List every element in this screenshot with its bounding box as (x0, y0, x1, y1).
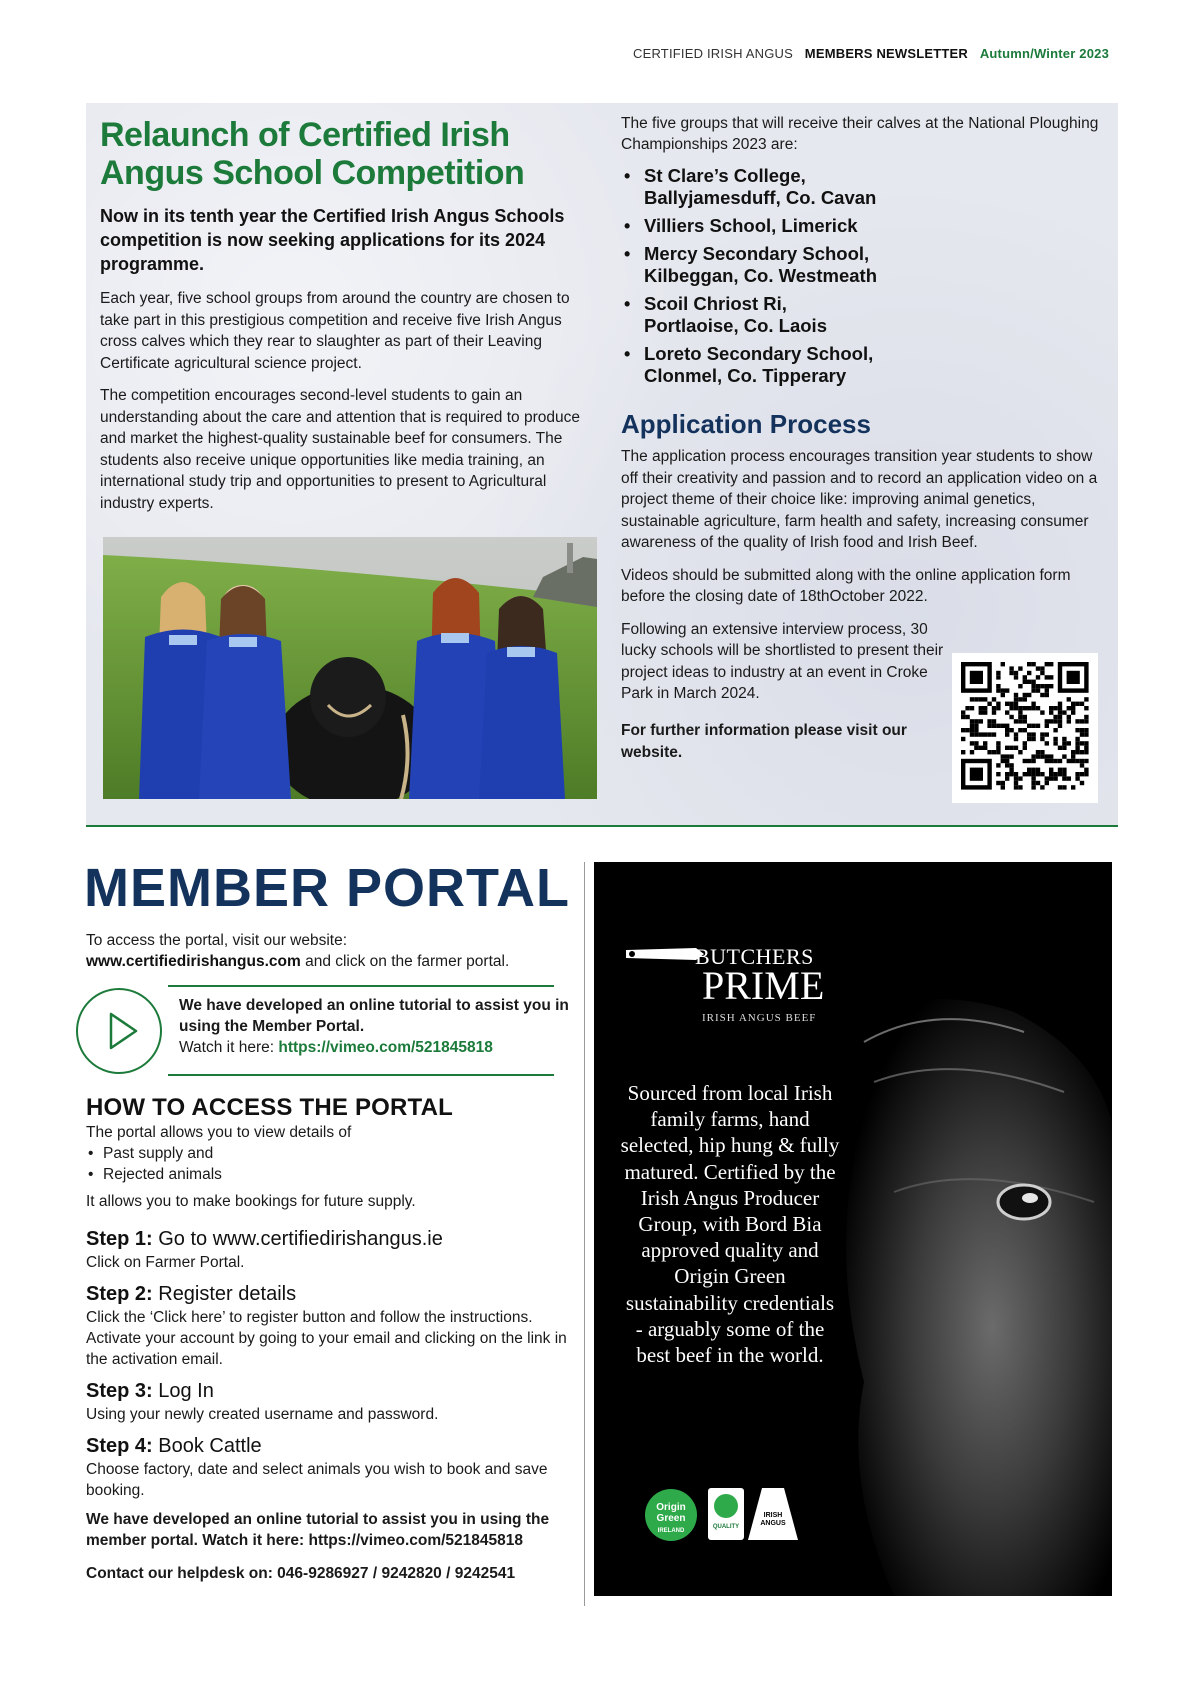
brand-top: BUTCHERS (695, 944, 814, 969)
advert-copy: Sourced from local Irish family farms, hand selected, hip hung & fully matured. Certified by the Irish Angus Producer Group, with Bord Bia approved quality and Origin Green sustainability credentials - arguably some of the best beef in the world. (620, 1081, 840, 1368)
competition-title (100, 116, 600, 192)
step-title: Go to www.certifiedirishangus.ie (152, 1228, 443, 1250)
application-para-3: Following an extensive interview process, 30 lucky schools will be shortlisted to present their project ideas to industry at an event in Croke Park in March 2024. (621, 620, 944, 702)
access-line-2-rest: and click on the farmer portal. (300, 953, 510, 970)
newsletter-header (625, 46, 1109, 61)
header-org: CERTIFIED IRISH ANGUS (633, 46, 793, 61)
step-1 (86, 1226, 576, 1273)
application-para-1: The application process encourages transition year students to show off their creativity and passion and to record an application video on a project theme of their choice like: improving animal genetics, sustainable agriculture, farm health and safety, increasing consumer awareness of the quality of Irish food and Irish Beef. (621, 448, 1098, 551)
step-heading (86, 1378, 576, 1404)
application-para-2: Videos should be submitted along with the online application form before the closing date of 18thOctober 2022. (621, 566, 1071, 605)
step-heading (86, 1281, 576, 1307)
allows-list (86, 1143, 576, 1185)
member-portal-title: MEMBER PORTAL (84, 858, 570, 918)
school-line2: Ballyjamesduff, Co. Cavan (644, 187, 877, 208)
butchers-prime-advert (594, 862, 1112, 1596)
quality-logo: QUALITY (712, 1524, 740, 1530)
step-title: Book Cattle (152, 1435, 262, 1457)
helpdesk-contact: Contact our helpdesk on: 046-9286927 / 9242820 / 9242541 (86, 1565, 516, 1582)
list-item: • Past supply and (86, 1143, 576, 1164)
step-text: Choose factory, date and select animals you wish to book and save booking. (86, 1461, 548, 1499)
step-label: Step 1: (86, 1228, 153, 1250)
school-line2: Portlaoise, Co. Laois (644, 315, 827, 336)
school-line1: St Clare’s College, (644, 165, 806, 186)
step-title: Log In (152, 1380, 214, 1402)
allows-intro: The portal allows you to view details of (86, 1124, 352, 1141)
competition-lead: Now in its tenth year the Certified Irish Angus Schools competition is now seeking applications for its 2024 programme. (100, 206, 565, 274)
origin-green-logo (645, 1502, 697, 1537)
step-label: Step 4: (86, 1435, 153, 1457)
competition-para-1: Each year, five school groups from around the country are chosen to take part in this prestigious competition and receive five Irish Angus cross calves which they rear to slaughter as part of their Leaving Certificate agricultural science project. (100, 290, 570, 372)
bookings-text: It allows you to make bookings for future supply. (86, 1193, 416, 1210)
section-divider (86, 825, 1118, 827)
access-line-1: To access the portal, visit our website: (86, 932, 348, 949)
groups-intro: The five groups that will receive their calves at the National Ploughing Championships 2023 are: (621, 115, 1099, 153)
application-process-title: Application Process (621, 409, 871, 439)
school-item (621, 293, 1101, 337)
step-label: Step 2: (86, 1283, 153, 1305)
students-with-calf-photo (103, 537, 597, 799)
school-item (621, 343, 1101, 387)
portal-access-info (86, 930, 576, 972)
origin-green-sub: IRELAND (657, 1528, 685, 1534)
step-4 (86, 1433, 576, 1501)
school-line2: Clonmel, Co. Tipperary (644, 365, 847, 386)
competition-para-2: The competition encourages second-level students to gain an understanding about the care and attention that is required to produce and market the highest-quality sustainable beef for consumers. The students also receive unique opportunities like media training, an international study trip and opportunities to present to Agricultural industry experts. (100, 387, 580, 512)
tutorial-bottom-rule (168, 1074, 554, 1076)
list-item: • Rejected animals (86, 1164, 576, 1185)
competition-left-column (100, 116, 600, 525)
origin-green-text: Origin Green (656, 1502, 686, 1524)
play-icon[interactable] (76, 988, 162, 1074)
further-info: For further information please visit our website. (621, 722, 907, 761)
step-title: Register details (152, 1283, 297, 1305)
tutorial-link[interactable]: https://vimeo.com/521845818 (278, 1039, 493, 1056)
header-season: Autumn/Winter 2023 (979, 46, 1109, 61)
school-line2: Kilbeggan, Co. Westmeath (644, 265, 877, 286)
school-item (621, 243, 1101, 287)
brand-name: PRIME (702, 963, 825, 1008)
tutorial-bold: We have developed an online tutorial to assist you in using the Member Portal. (179, 997, 569, 1035)
tutorial-top-rule (168, 985, 554, 987)
school-item (621, 165, 1101, 209)
tutorial-watch: Watch it here: (179, 1039, 279, 1056)
qr-code[interactable] (952, 653, 1098, 803)
competition-title-line1: Relaunch of Certified Irish (100, 116, 510, 154)
step-2 (86, 1281, 576, 1370)
school-list (621, 165, 1101, 387)
competition-title-line2: Angus School Competition (100, 154, 525, 192)
school-line1: Mercy Secondary School, (644, 243, 870, 264)
brand-sub: IRISH ANGUS BEEF (702, 1012, 817, 1024)
school-item (621, 215, 1101, 237)
step-text: Click the ‘Click here’ to register button and follow the instructions. Activate your account by going to your email and clicking on the link in the activation email. (86, 1309, 567, 1368)
step-text: Click on Farmer Portal. (86, 1254, 245, 1271)
school-line1: Loreto Secondary School, (644, 343, 874, 364)
irish-angus-logo: IRISH ANGUS (760, 1512, 786, 1527)
step-label: Step 3: (86, 1380, 153, 1402)
website-link[interactable]: www.certifiedirishangus.com (86, 953, 301, 970)
step-heading (86, 1226, 576, 1252)
tutorial-text (179, 995, 569, 1058)
school-line1: Villiers School, Limerick (644, 215, 858, 236)
how-to-section (86, 1094, 576, 1584)
step-text: Using your newly created username and password. (86, 1406, 439, 1423)
school-line1: Scoil Chriost Ri, (644, 293, 787, 314)
how-to-title: HOW TO ACCESS THE PORTAL (86, 1094, 454, 1121)
step-heading (86, 1433, 576, 1459)
access-line-2 (86, 951, 576, 972)
header-newsletter: MEMBERS NEWSLETTER (804, 46, 969, 61)
tutorial-note: We have developed an online tutorial to assist you in using the member portal. Watch it here: https://vimeo.com/521845818 (86, 1511, 550, 1549)
tutorial-callout (76, 985, 569, 1081)
step-3 (86, 1378, 576, 1425)
column-divider (584, 862, 585, 1606)
